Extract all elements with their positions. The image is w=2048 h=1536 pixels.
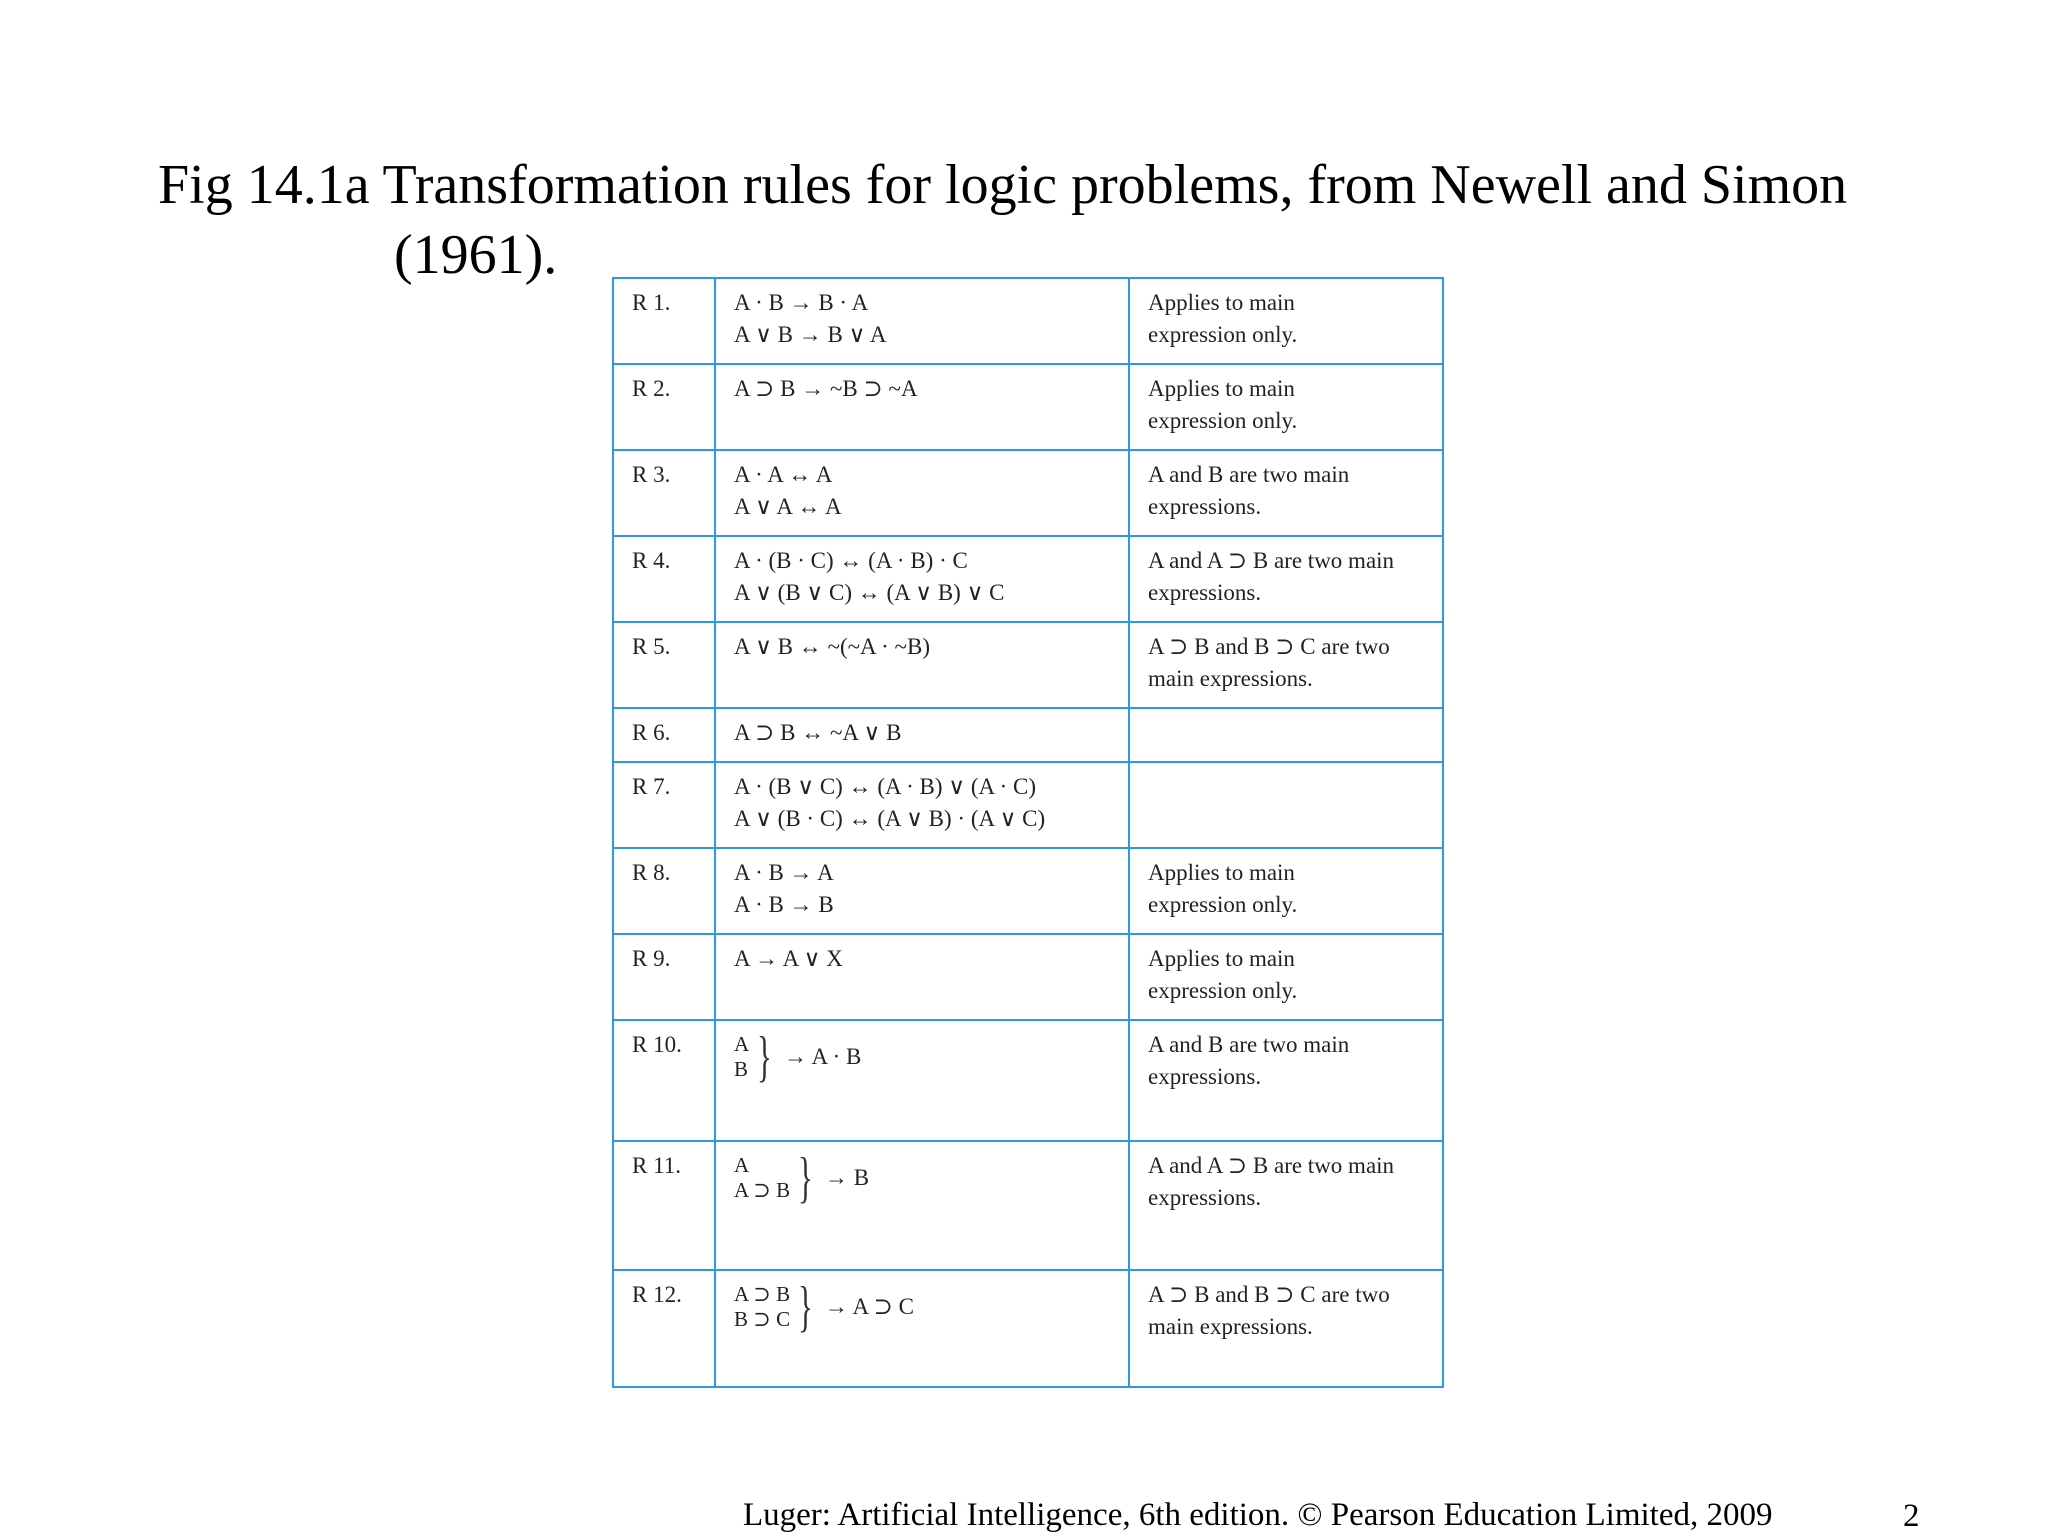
premises — [734, 1282, 790, 1332]
expression-line: A ∨ B → B ∨ A — [734, 322, 887, 347]
right-brace-icon: } — [757, 1026, 773, 1088]
rule-number: R 9. — [613, 934, 715, 1020]
note-line: A and A ⊃ B are two main — [1148, 548, 1395, 573]
note-line: Applies to main — [1148, 376, 1295, 401]
note-line: A and B are two main — [1148, 462, 1350, 487]
rule-number: R 12. — [613, 1270, 715, 1387]
expression-line: A · B → B · A — [734, 290, 869, 315]
note-line: A ⊃ B and B ⊃ C are two — [1148, 634, 1390, 659]
rule-note — [1129, 1020, 1443, 1141]
conclusion: → A ⊃ C — [825, 1294, 914, 1319]
rule-expression — [715, 278, 1129, 364]
brace-expression — [734, 1026, 1114, 1088]
conclusion: → B — [825, 1165, 870, 1190]
note-line: expressions. — [1148, 1185, 1262, 1210]
right-brace-icon: } — [798, 1276, 813, 1338]
rule-number: R 11. — [613, 1141, 715, 1270]
rule-note — [1129, 536, 1443, 622]
premise: A ⊃ B — [734, 1178, 791, 1202]
rule-expression — [715, 1270, 1129, 1387]
expression-line: A ∨ (B ∨ C) ↔ (A ∨ B) ∨ C — [734, 580, 1005, 605]
rule-note — [1129, 934, 1443, 1020]
premises — [734, 1032, 749, 1082]
note-line: Applies to main — [1148, 290, 1295, 315]
rules-table — [612, 277, 1444, 1388]
rule-expression — [715, 364, 1129, 450]
table-row — [613, 1270, 1443, 1387]
rule-number: R 8. — [613, 848, 715, 934]
expression-line: A ∨ B ↔ ~(~A · ~B) — [734, 634, 931, 659]
expression-line: A · B → B — [734, 892, 834, 917]
rule-note — [1129, 1141, 1443, 1270]
premise: A ⊃ B — [734, 1282, 791, 1306]
table-row — [613, 622, 1443, 708]
expression-line: A · B → A — [734, 860, 834, 885]
note-line: A and B are two main — [1148, 1032, 1350, 1057]
footer-credit: Luger: Artificial Intelligence, 6th edition. © Pearson Education Limited, 2009 — [743, 1497, 1773, 1533]
expression-line: A ⊃ B ↔ ~A ∨ B — [734, 720, 902, 745]
rule-note — [1129, 762, 1443, 848]
table-row — [613, 364, 1443, 450]
rule-note — [1129, 450, 1443, 536]
rule-note — [1129, 278, 1443, 364]
rule-number: R 4. — [613, 536, 715, 622]
premise: A — [734, 1032, 750, 1056]
rule-expression — [715, 848, 1129, 934]
rule-expression — [715, 536, 1129, 622]
brace-expression — [734, 1276, 1114, 1338]
note-line: main expressions. — [1148, 666, 1313, 691]
note-line: main expressions. — [1148, 1314, 1313, 1339]
expression-line: A → A ∨ X — [734, 946, 843, 971]
rule-number: R 10. — [613, 1020, 715, 1141]
rule-expression — [715, 762, 1129, 848]
expression-line: A · (B · C) ↔ (A · B) · C — [734, 548, 968, 573]
note-line: expressions. — [1148, 580, 1262, 605]
premise: B ⊃ C — [734, 1307, 791, 1331]
table-row — [613, 450, 1443, 536]
note-line: expression only. — [1148, 322, 1298, 347]
rule-note — [1129, 848, 1443, 934]
premise: B — [734, 1057, 749, 1081]
title-line-1: Fig 14.1a Transformation rules for logic problems, from Newell and Simon — [158, 154, 1848, 216]
rule-expression — [715, 1141, 1129, 1270]
table-row — [613, 536, 1443, 622]
rule-expression — [715, 450, 1129, 536]
note-line: expression only. — [1148, 892, 1298, 917]
table-row — [613, 1020, 1443, 1141]
rule-number: R 2. — [613, 364, 715, 450]
page-number: 2 — [1903, 1498, 1920, 1534]
premises — [734, 1153, 790, 1203]
table-row — [613, 708, 1443, 762]
rule-number: R 7. — [613, 762, 715, 848]
note-line: Applies to main — [1148, 946, 1295, 971]
title-line-2: (1961). — [394, 224, 558, 286]
note-line: expressions. — [1148, 1064, 1262, 1089]
note-line: A ⊃ B and B ⊃ C are two — [1148, 1282, 1390, 1307]
rule-expression — [715, 934, 1129, 1020]
right-brace-icon: } — [798, 1147, 813, 1209]
rule-expression — [715, 708, 1129, 762]
table-row — [613, 934, 1443, 1020]
expression-line: A ∨ (B · C) ↔ (A ∨ B) · (A ∨ C) — [734, 806, 1046, 831]
expression-line: A · A ↔ A — [734, 462, 833, 487]
conclusion: → A · B — [784, 1044, 862, 1069]
expression-line: A ∨ A ↔ A — [734, 494, 842, 519]
table-row — [613, 762, 1443, 848]
expression-line: A ⊃ B → ~B ⊃ ~A — [734, 376, 918, 401]
brace-expression — [734, 1147, 1114, 1209]
rule-note — [1129, 622, 1443, 708]
rule-expression — [715, 1020, 1129, 1141]
note-line: expression only. — [1148, 408, 1298, 433]
table-row — [613, 278, 1443, 364]
rule-number: R 1. — [613, 278, 715, 364]
rule-number: R 6. — [613, 708, 715, 762]
rule-expression — [715, 622, 1129, 708]
rule-note — [1129, 708, 1443, 762]
note-line: Applies to main — [1148, 860, 1295, 885]
note-line: expression only. — [1148, 978, 1298, 1003]
expression-line: A · (B ∨ C) ↔ (A · B) ∨ (A · C) — [734, 774, 1036, 799]
page-title — [158, 150, 1918, 290]
note-line: expressions. — [1148, 494, 1262, 519]
rule-number: R 5. — [613, 622, 715, 708]
rule-note — [1129, 364, 1443, 450]
rule-note — [1129, 1270, 1443, 1387]
premise: A — [734, 1153, 750, 1177]
table-row — [613, 1141, 1443, 1270]
rule-number: R 3. — [613, 450, 715, 536]
table-row — [613, 848, 1443, 934]
note-line: A and A ⊃ B are two main — [1148, 1153, 1395, 1178]
